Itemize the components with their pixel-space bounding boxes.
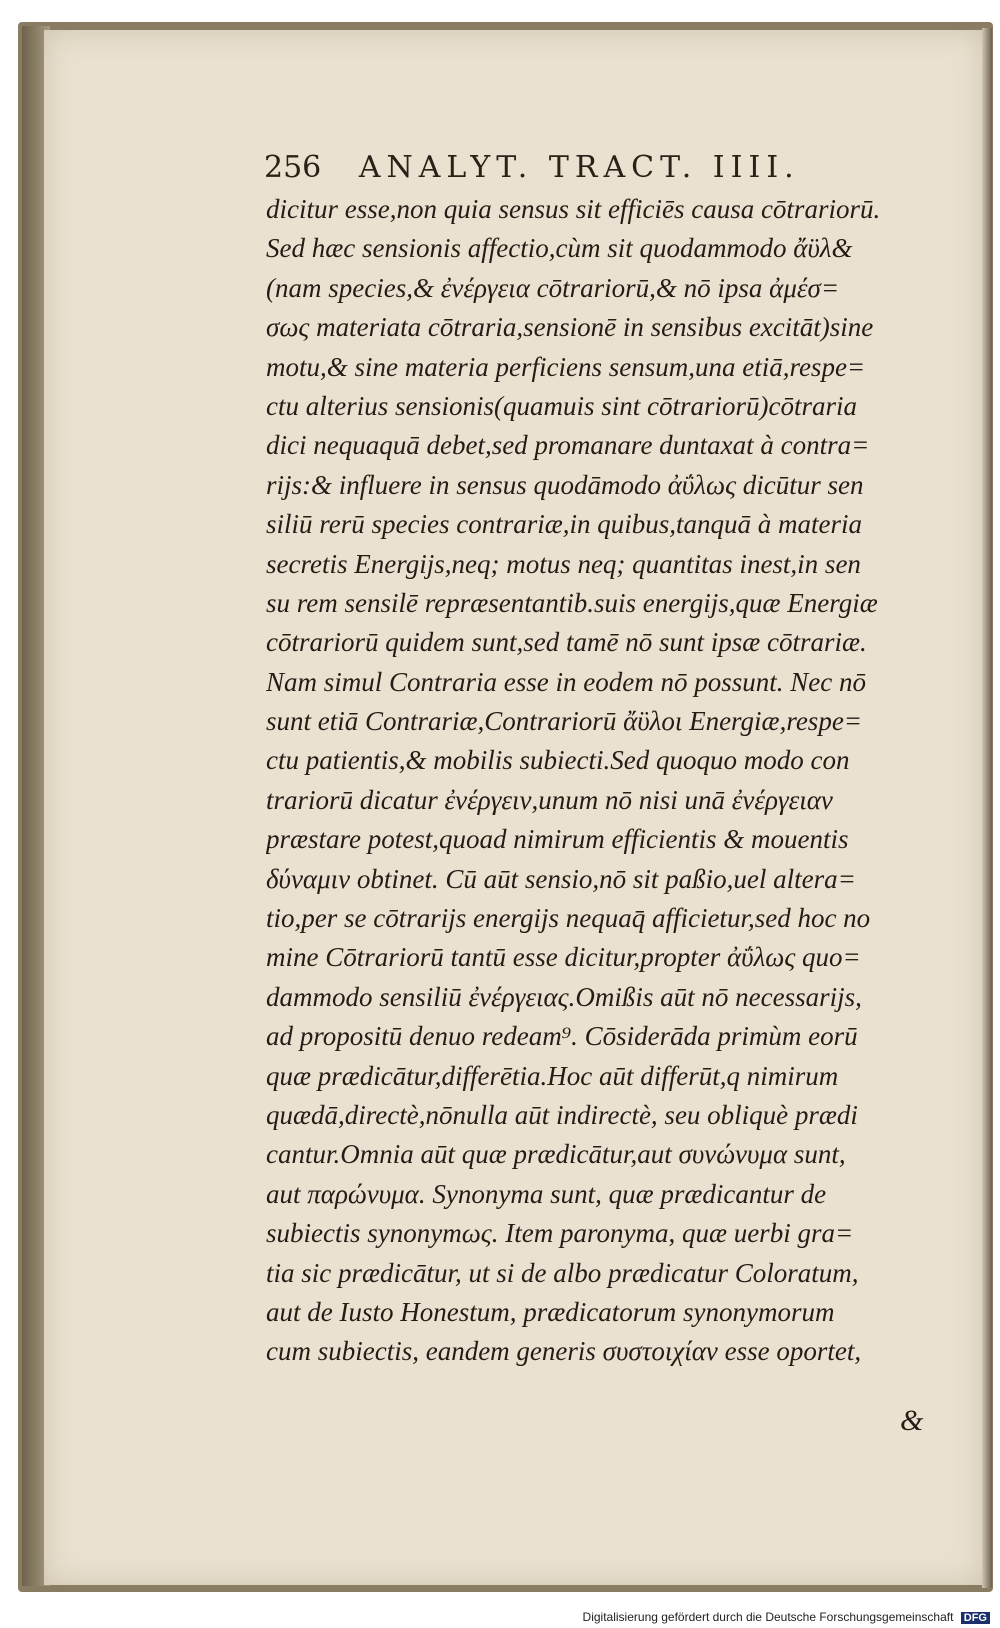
text-line: motu,& sine materia perficiens sensum,una etiā,respe= <box>266 351 866 382</box>
text-line: trariorū dicatur ἐνέργειν,unum nō nisi unā ἐνέργειαν <box>266 784 833 815</box>
page-number: 256 <box>264 150 322 185</box>
text-line: tia sic prædicātur, ut si de albo prædicatur Coloratum, <box>266 1257 859 1288</box>
text-line: subiectis synonymως. Item paronyma, quæ uerbi gra= <box>266 1218 854 1249</box>
text-line: dici nequaquā debet,sed promanare duntaxat à contra= <box>266 430 870 461</box>
text-line: aut παρώνυμα. Synonyma sunt, quæ prædicantur de <box>266 1178 827 1209</box>
text-line: sunt etiā Contrariæ,Contrariorū ἄϋλοι Energiæ,respe= <box>266 706 863 737</box>
text-line: Nam simul Contraria esse in eodem nō possunt. Nec nō <box>266 666 866 697</box>
text-line: σως materiata cōtraria,sensionē in sensibus excitāt)sine <box>266 312 874 343</box>
catchword: & <box>900 1404 924 1437</box>
text-line: mine Cōtrariorū tantū esse dicitur,propter ἀΰλως quo= <box>266 942 861 973</box>
running-header <box>264 150 864 185</box>
text-line: cōtrariorū quidem sunt,sed tamē nō sunt ipsæ cōtrariæ. <box>266 627 867 658</box>
text-line: siliū rerū species contrariæ,in quibus,tanquā à materia <box>266 509 862 540</box>
text-line: ctu patientis,& mobilis subiecti.Sed quoquo modo con <box>266 745 850 776</box>
page-fore-edge <box>982 28 992 1588</box>
text-line: dicitur esse,non quia sensus sit efficiēs causa cōtrariorū. <box>266 194 881 224</box>
text-line: quæ prædicātur,differētia.Hoc aūt differūt,q nimirum <box>266 1060 839 1091</box>
text-line: rijs:& influere in sensus quodāmodo ἀΰλως dicūtur sen <box>266 469 864 500</box>
dfg-logo: DFG <box>961 1612 990 1624</box>
text-line: cantur.Omnia aūt quæ prædicātur,aut συνώνυμα sunt, <box>266 1139 846 1170</box>
running-title: ANALYT. TRACT. IIII. <box>358 150 800 185</box>
text-line: dammodo sensiliū ἐνέργειας.Omißis aūt nō necessarijs, <box>266 981 862 1012</box>
text-line: Sed hæc sensionis affectio,cùm sit quodammodo ἄϋλ& <box>266 233 853 264</box>
text-line: secretis Energijs,neq; motus neq; quantitas inest,in sen <box>266 548 861 579</box>
text-line: quædā,directè,nōnulla aūt indirectè, seu obliquè prædi <box>266 1099 858 1130</box>
text-line: præstare potest,quoad nimirum efficientis & mouentis <box>266 824 849 855</box>
digitization-footer <box>583 1610 990 1624</box>
text-line: δύναμιν obtinet. Cū aūt sensio,nō sit paßio,uel altera= <box>266 863 856 894</box>
footer-text: Digitalisierung gefördert durch die Deutsche Forschungsgemeinschaft <box>582 1610 954 1624</box>
text-line: aut de Iusto Honestum, prædicatorum synonymorum <box>266 1296 835 1327</box>
text-line: (nam species,& ἐνέργεια cōtrariorū,& nō ipsa ἀμέσ= <box>266 272 840 303</box>
text-line: su rem sensilē repræsentantib.suis energijs,quæ Energiæ <box>266 587 878 618</box>
text-line: ad propositū denuo redeam⁹. Cōsiderāda primùm eorū <box>266 1021 858 1052</box>
text-line: ctu alterius sensionis(quamuis sint cōtrariorū)cōtraria <box>266 390 858 421</box>
body-text <box>266 190 946 1372</box>
text-line: cum subiectis, eandem generis συστοιχίαν esse oportet, <box>266 1336 862 1367</box>
text-line: tio,per se cōtrarijs energijs nequaq̄ afficietur,sed hoc no <box>266 903 871 934</box>
